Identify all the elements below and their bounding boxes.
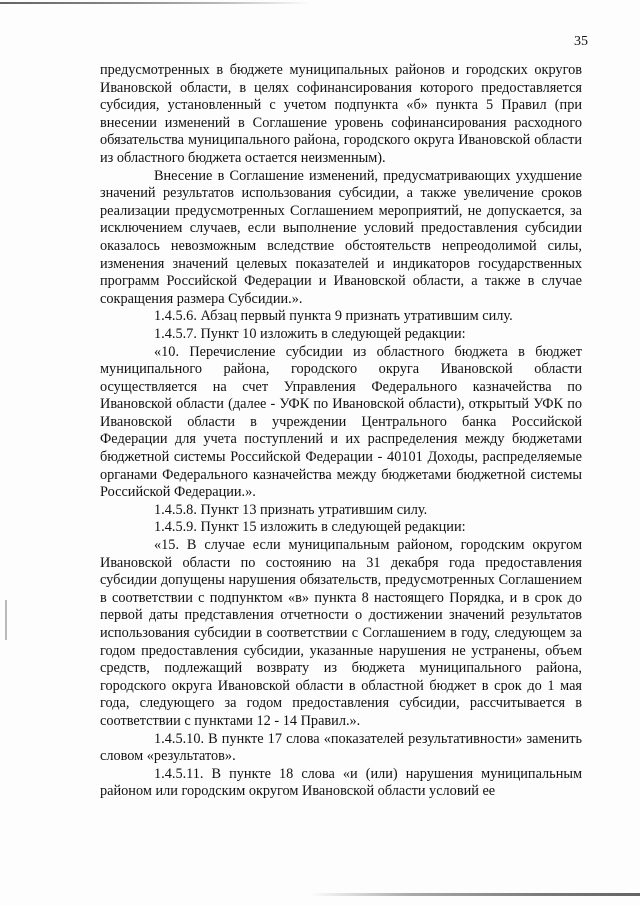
paragraph-1-4-5-9: 1.4.5.9. Пункт 15 изложить в следующей редакции: <box>154 519 466 536</box>
paragraph-amendment-conditions: Внесение в Соглашение изменений, предусматривающих ухудшение значений результатов использования субсидии, а также увеличение сроков реализации предусмотренных Соглашением мероприятий, не допускается, за исключением случаев, если выполнение условий предоставления субсидии оказалось невозможным вследствие обстоятельств непреодолимой силы, изменения значений целевых показателей и индикаторов государственных программ Российской Федерации и Ивановской области, а также в случае сокращения размера Субсидии.». <box>100 167 582 307</box>
scan-artifact-edge <box>5 600 7 640</box>
scan-artifact-top <box>0 2 310 4</box>
paragraph-1-4-5-8: 1.4.5.8. Пункт 13 признать утратившим силу. <box>154 501 428 518</box>
paragraph-1-4-5-6: 1.4.5.6. Абзац первый пункта 9 признать утратившим силу. <box>154 308 513 325</box>
document-body <box>100 62 582 801</box>
paragraph-1-4-5-7: 1.4.5.7. Пункт 10 изложить в следующей редакции: <box>154 325 466 342</box>
paragraph-1-4-5-10: 1.4.5.10. В пункте 17 слова «показателей результативности» заменить словом «результатов». <box>100 730 582 765</box>
paragraph-1-4-5-11: 1.4.5.11. В пункте 18 слова «и (или) нарушения муниципальным районом или городским округом Ивановской области условий ее <box>100 765 582 800</box>
paragraph-continuation: предусмотренных в бюджете муниципальных районов и городских округов Ивановской области, в целях софинансирования которого предоставляется субсидия, установленный с учетом подпункта «б» пункта 5 Правил (при внесении изменений в Соглашение уровень софинансирования расходного обязательства муниципального района, городского округа Ивановской области из областного бюджета остается неизменным). <box>100 62 582 166</box>
paragraph-point-10: «10. Перечисление субсидии из областного бюджета в бюджет муниципального района, городского округа Ивановской области осуществляется на счет Управления Федерального казначейства по Ивановской области (далее - УФК по Ивановской области), открытый УФК по Ивановской области в учреждении Центрального банка Российской Федерации для учета поступлений и их распределения между бюджетами бюджетной системы Российской Федерации - 40101 Доходы, распределяемые органами Федерального казначейства между бюджетами бюджетной системы Российской Федерации.». <box>100 343 582 501</box>
scan-artifact-bottom <box>310 893 640 896</box>
page-number: 35 <box>574 34 588 49</box>
paragraph-point-15: «15. В случае если муниципальным районом, городским округом Ивановской области по состоянию на 31 декабря года предоставления субсидии допущены нарушения обязательств, предусмотренных Соглашением в соответствии с подпунктом «в» пункта 8 настоящего Порядка, и в срок до первой даты представления отчетности о достижении значений результатов использования субсидии в соответствии с Соглашением в году, следующем за годом предоставления субсидии, указанные нарушения не устранены, объем средств, подлежащий возврату из бюджета муниципального района, городского округа Ивановской области в областной бюджет в срок до 1 мая года, следующего за годом предоставления субсидии, рассчитывается в соответствии с пунктами 12 - 14 Правил.». <box>100 537 582 729</box>
